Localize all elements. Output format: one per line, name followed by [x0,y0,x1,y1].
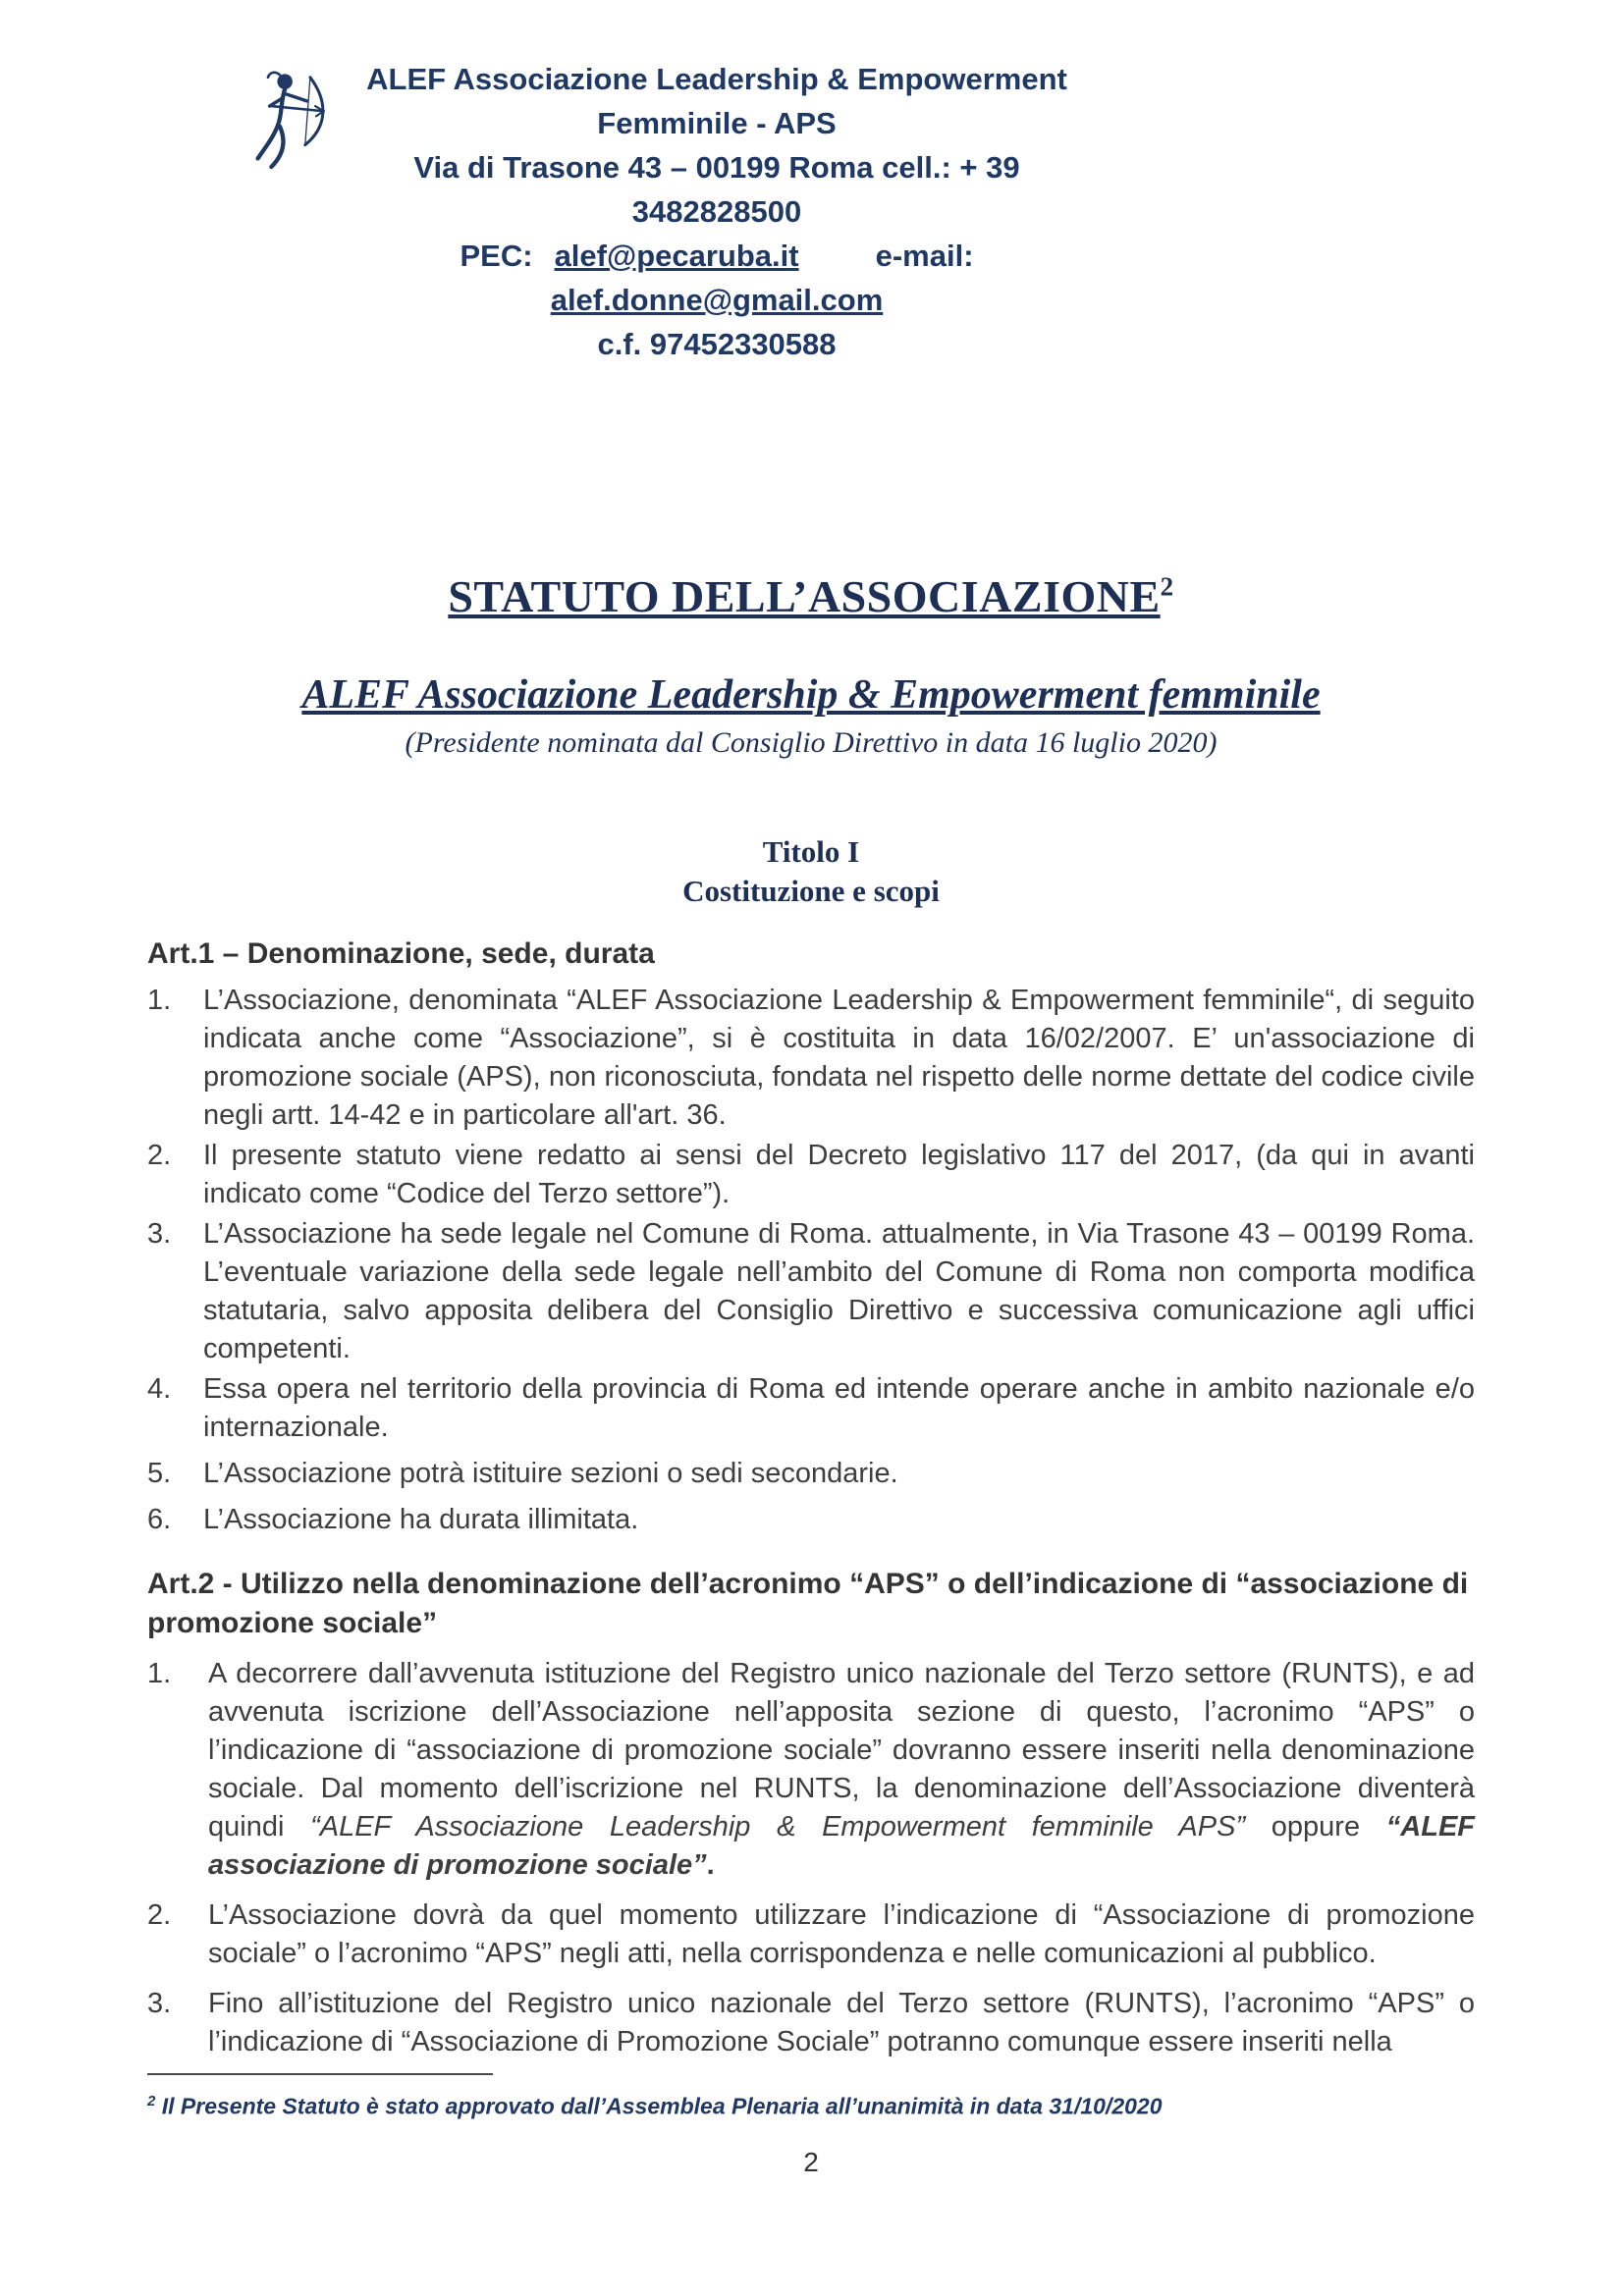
art2-list [147,1655,1475,2061]
page-number: 2 [803,2146,819,2177]
item-number: 5. [147,1458,172,1489]
section-heading [147,832,1475,911]
list-item [147,1370,1475,1447]
list-item [147,1501,1475,1539]
letterhead [249,57,1475,366]
document-title-text: STATUTO DELL’ASSOCIAZIONE [448,571,1161,621]
association-subtitle: ALEF Associazione Leadership & Empowerment femminile [301,672,1321,718]
art2-heading: Art.2 - Utilizzo nella denominazione dell’acronimo “APS” o dell’indicazione di “associazione di promozione sociale” [147,1568,1469,1639]
art1-list [147,982,1475,1539]
item-text: Il presente statuto viene redatto ai sensi del Decreto legislativo 117 del 2017, (da qui in avanti indicato come “Codice del Terzo settore”). [203,1140,1475,1209]
fiscal-code-line: c.f. 97452330588 [597,327,837,361]
item-number: 3. [147,1988,172,2019]
list-item [147,982,1475,1135]
address-line: Via di Trasone 43 – 00199 Roma cell.: + 39 [413,150,1020,185]
page-footer [147,2073,1475,2178]
document-title [147,570,1475,622]
art1-heading: Art.1 – Denominazione, sede, durata [147,937,655,970]
org-name-line2: Femminile - APS [597,106,837,140]
list-item [147,1137,1475,1213]
footnote [147,2087,1475,2121]
item-text-italic-bold: “ALEF associazione di promozione sociale” [208,1811,1475,1881]
item-text: Fino all’istituzione del Registro unico nazionale del Terzo settore (RUNTS), l’acronimo “APS” o l’indicazione di “Associazione di Promozione Sociale” potranno comunque essere inseriti nella [208,1988,1475,2057]
item-text: L’Associazione, denominata “ALEF Associazione Leadership & Empowerment femminile“, di seguito indicata anche come “Associazione”, si è costituita in data 16/02/2007. E’ un'associazione di promozione sociale (APS), non riconosciuta, fondata nel rispetto delle norme dettate del codice civile negli artt. 14-42 e in particolare all'art. 36. [203,985,1475,1131]
item-text: L’Associazione dovrà da quel momento utilizzare l’indicazione di “Associazione di promozione sociale” o l’acronimo “APS” negli atti, nella corrispondenza e nelle comunicazioni al pubblico. [208,1899,1475,1969]
item-number: 6. [147,1504,172,1535]
item-text: L’Associazione ha durata illimitata. [203,1504,639,1535]
item-number: 2. [147,1899,172,1931]
list-item [147,1896,1475,1973]
letterhead-text [334,57,1100,366]
footnote-ref: 2 [147,2093,156,2109]
title-footnote-ref: 2 [1160,571,1174,602]
item-text-italic: “ALEF Associazione Leadership & Empowerment femminile APS” [310,1811,1246,1842]
list-item [147,1215,1475,1368]
org-name-line1: ALEF Associazione Leadership & Empowerment [366,62,1067,96]
item-text-mid: oppure [1245,1811,1386,1842]
item-number: 1. [147,1658,172,1689]
item-text: L’Associazione ha sede legale nel Comune di Roma. attualmente, in Via Trasone 43 – 00199 Roma. L’eventuale variazione della sede legale nell’ambito del Comune di Roma non comporta modifica statutaria, salvo apposita delibera del Consiglio Direttivo e successiva comunicazione agli uffici competenti. [203,1218,1475,1364]
pec-email-link[interactable]: alef@pecaruba.it [554,239,799,273]
pec-line [334,234,1100,278]
archer-logo-icon [249,67,334,183]
item-number: 4. [147,1373,172,1405]
email-line [334,278,1100,322]
titolo-label: Titolo I [762,834,860,869]
item-text-lead: A decorrere dall’avvenuta istituzione del Registro unico nazionale del Terzo settore (RUNTS), e ad avvenuta iscrizione dell’Associazione nell’apposita sezione di questo, l’acronimo “APS” o l’indicazione di “associazione di promozione sociale” dovranno essere inseriti nella denominazione sociale. Dal momento dell’iscrizione nel RUNTS, la denominazione dell’Associazione diventerà quindi [208,1658,1475,1842]
item-number: 2. [147,1140,172,1171]
item-number: 1. [147,985,172,1016]
titolo-subtitle: Costituzione e scopi [682,874,940,908]
email-label: e-mail: [875,239,974,273]
item-number: 3. [147,1218,172,1250]
list-item [147,1655,1475,1885]
phone-line: 3482828500 [631,194,802,229]
footnote-separator [147,2073,493,2075]
president-note: (Presidente nominata dal Consiglio Direttivo in data 16 luglio 2020) [405,726,1218,759]
title-block [147,570,1475,760]
list-item [147,1985,1475,2061]
footnote-text: Il Presente Statuto è stato approvato dall’Assemblea Plenaria all’unanimità in data 31/10/2020 [161,2093,1163,2119]
email-link[interactable]: alef.donne@gmail.com [550,283,884,317]
item-text: Essa opera nel territorio della provincia di Roma ed intende operare anche in ambito nazionale e/o internazionale. [203,1373,1475,1443]
pec-label: PEC: [460,239,533,273]
item-text: L’Associazione potrà istituire sezioni o sedi secondarie. [203,1458,898,1489]
list-item [147,1455,1475,1493]
item-text-tail: . [706,1849,715,1881]
